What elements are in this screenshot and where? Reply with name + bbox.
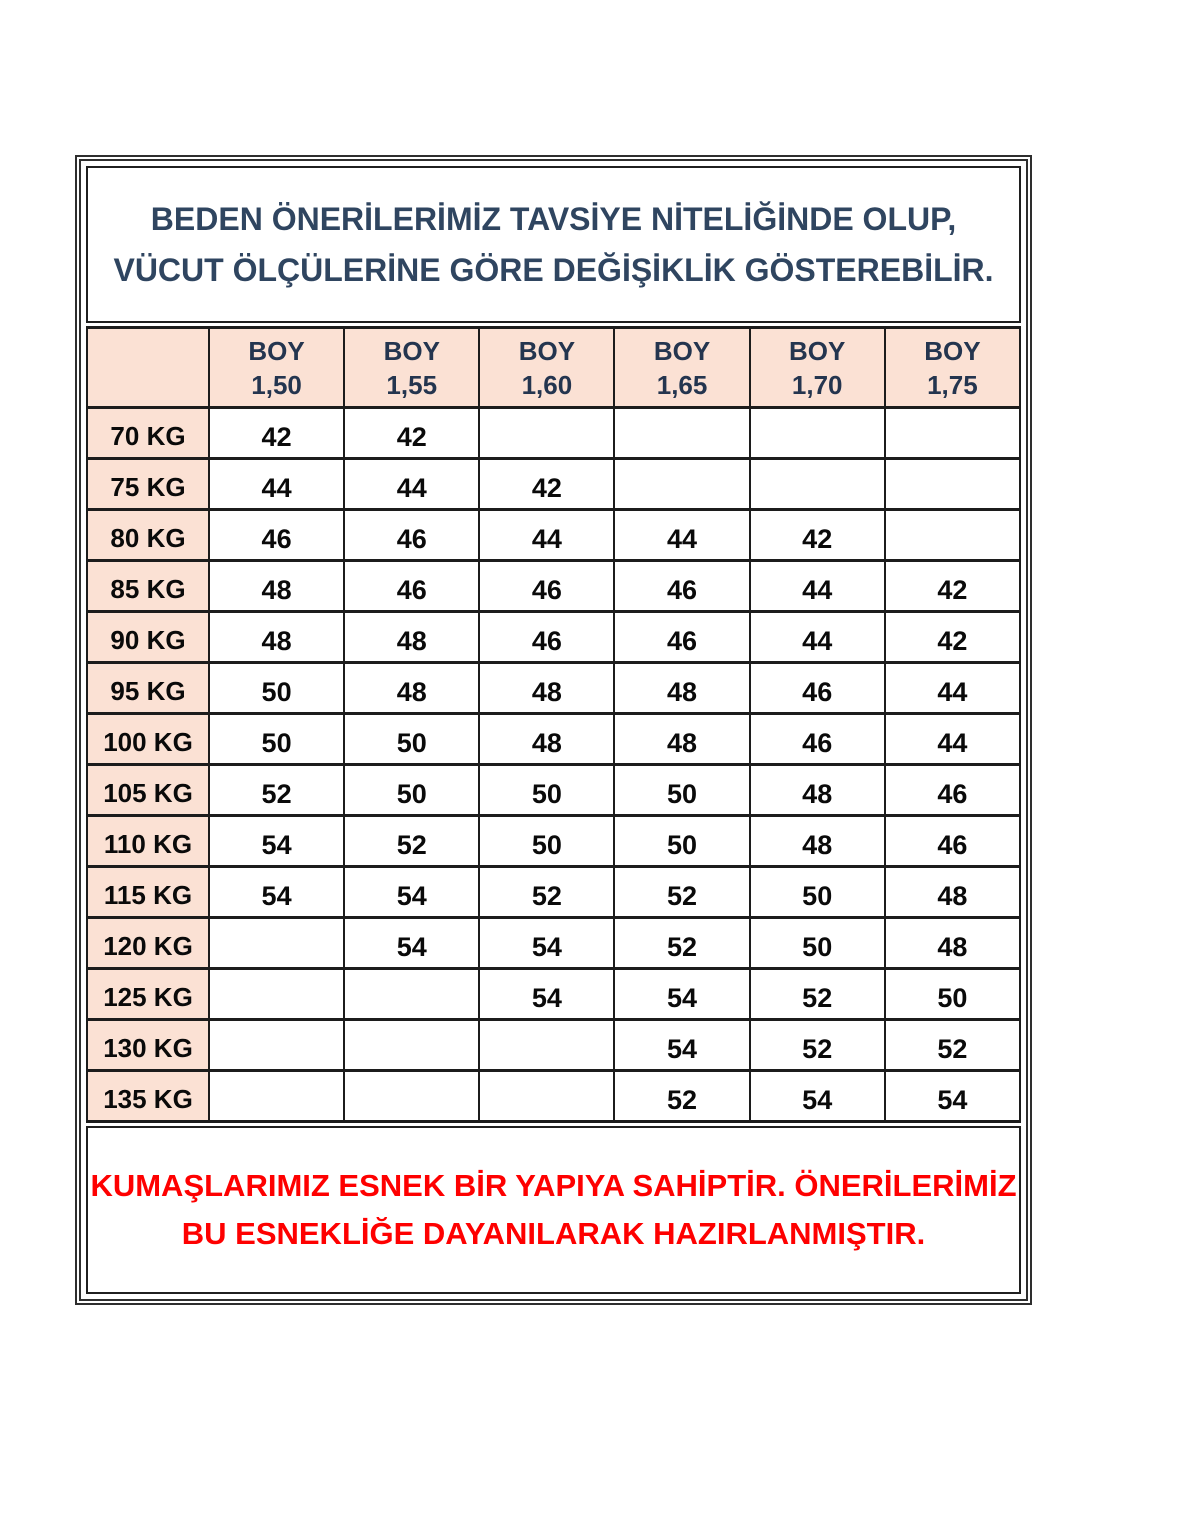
size-cell (479, 1020, 614, 1071)
weight-cell: 110 KG (87, 816, 209, 867)
size-cell (209, 969, 344, 1020)
size-cell: 54 (344, 918, 479, 969)
size-cell: 48 (885, 918, 1020, 969)
size-cell: 50 (885, 969, 1020, 1020)
weight-cell: 120 KG (87, 918, 209, 969)
table-row (87, 510, 1020, 561)
table-row (87, 714, 1020, 765)
weight-cell: 75 KG (87, 459, 209, 510)
column-header-value: 1,70 (791, 369, 843, 400)
size-cell: 48 (479, 714, 614, 765)
size-chart-frame (75, 155, 1032, 1305)
size-cell: 48 (479, 663, 614, 714)
table-row (87, 1071, 1020, 1122)
column-header-value: 1,65 (656, 369, 708, 400)
size-cell (885, 459, 1020, 510)
size-cell: 46 (479, 561, 614, 612)
size-cell: 42 (344, 408, 479, 459)
size-cell: 50 (750, 867, 885, 918)
size-cell: 46 (750, 714, 885, 765)
size-cell: 50 (479, 765, 614, 816)
size-cell: 52 (209, 765, 344, 816)
size-cell: 44 (750, 612, 885, 663)
size-cell: 44 (885, 714, 1020, 765)
size-cell: 44 (344, 459, 479, 510)
size-cell: 46 (885, 816, 1020, 867)
column-header-label: BOY (383, 335, 440, 366)
size-cell: 50 (614, 816, 749, 867)
weight-cell: 95 KG (87, 663, 209, 714)
table-row (87, 918, 1020, 969)
column-header-boy-175 (885, 328, 1020, 408)
size-cell: 44 (885, 663, 1020, 714)
column-header-value: 1,60 (521, 369, 573, 400)
size-cell: 50 (209, 663, 344, 714)
column-header-boy-165 (614, 328, 749, 408)
size-cell: 54 (479, 918, 614, 969)
column-header-value: 1,75 (927, 369, 978, 400)
size-cell (750, 408, 885, 459)
size-cell: 44 (750, 561, 885, 612)
table-row (87, 765, 1020, 816)
size-cell: 48 (614, 714, 749, 765)
table-row (87, 408, 1020, 459)
size-cell: 44 (614, 510, 749, 561)
size-cell (614, 408, 749, 459)
column-header-label: BOY (248, 335, 305, 366)
size-cell: 54 (479, 969, 614, 1020)
column-header-label: BOY (653, 335, 711, 366)
size-cell: 48 (750, 816, 885, 867)
weight-cell: 130 KG (87, 1020, 209, 1071)
size-cell: 52 (885, 1020, 1020, 1071)
column-header-value: 1,55 (386, 369, 438, 400)
size-cell: 42 (885, 612, 1020, 663)
column-header-label: BOY (924, 335, 981, 366)
size-cell: 54 (750, 1071, 885, 1122)
size-cell: 54 (209, 816, 344, 867)
size-cell (750, 459, 885, 510)
size-cell: 48 (344, 612, 479, 663)
size-cell: 48 (885, 867, 1020, 918)
size-cell: 52 (750, 969, 885, 1020)
corner-cell (87, 328, 209, 408)
size-cell: 52 (614, 867, 749, 918)
size-cell (614, 459, 749, 510)
size-cell (209, 918, 344, 969)
size-cell (209, 1020, 344, 1071)
title-box (86, 166, 1021, 323)
column-header-boy-155 (344, 328, 479, 408)
size-cell: 50 (479, 816, 614, 867)
size-cell: 46 (750, 663, 885, 714)
weight-cell: 100 KG (87, 714, 209, 765)
size-cell (479, 408, 614, 459)
size-cell (479, 1071, 614, 1122)
footer-note-box (86, 1126, 1021, 1294)
table-row (87, 459, 1020, 510)
size-cell: 48 (614, 663, 749, 714)
title-line-2: VÜCUT ÖLÇÜLERİNE GÖRE DEĞİŞİKLİK GÖSTEREBİLİR. (113, 251, 994, 288)
size-cell: 48 (750, 765, 885, 816)
header-row (87, 328, 1020, 408)
size-cell: 46 (344, 510, 479, 561)
weight-cell: 125 KG (87, 969, 209, 1020)
column-header-label: BOY (789, 335, 846, 366)
size-cell (885, 510, 1020, 561)
table-row (87, 612, 1020, 663)
title-line-1: BEDEN ÖNERİLERİMİZ TAVSİYE NİTELİĞİNDE OLUP, (150, 200, 957, 237)
size-cell: 54 (614, 1020, 749, 1071)
size-cell: 46 (209, 510, 344, 561)
weight-cell: 115 KG (87, 867, 209, 918)
size-cell: 48 (209, 612, 344, 663)
column-header-boy-150 (209, 328, 344, 408)
size-cell: 42 (885, 561, 1020, 612)
size-cell: 44 (479, 510, 614, 561)
size-cell: 48 (209, 561, 344, 612)
table-row (87, 969, 1020, 1020)
weight-cell: 80 KG (87, 510, 209, 561)
table-row (87, 867, 1020, 918)
size-cell: 50 (209, 714, 344, 765)
column-header-label: BOY (518, 335, 576, 366)
column-header-boy-160 (479, 328, 614, 408)
size-table (86, 326, 1021, 1123)
weight-cell: 135 KG (87, 1071, 209, 1122)
size-cell: 48 (344, 663, 479, 714)
size-cell (885, 408, 1020, 459)
table-row (87, 561, 1020, 612)
column-header-value: 1,50 (251, 369, 302, 400)
size-cell: 50 (344, 714, 479, 765)
size-cell: 44 (209, 459, 344, 510)
weight-cell: 70 KG (87, 408, 209, 459)
size-cell: 52 (344, 816, 479, 867)
size-cell: 42 (479, 459, 614, 510)
size-cell: 50 (614, 765, 749, 816)
weight-cell: 105 KG (87, 765, 209, 816)
table-row (87, 663, 1020, 714)
weight-cell: 90 KG (87, 612, 209, 663)
size-cell (344, 1071, 479, 1122)
table-row (87, 1020, 1020, 1071)
footer-note-line-1: KUMAŞLARIMIZ ESNEK BİR YAPIYA SAHİPTİR. ÖNERİLERİMİZ (90, 1168, 1017, 1203)
size-cell: 46 (479, 612, 614, 663)
size-cell: 50 (750, 918, 885, 969)
size-cell: 42 (209, 408, 344, 459)
size-cell: 52 (614, 1071, 749, 1122)
size-cell: 54 (344, 867, 479, 918)
size-cell: 46 (344, 561, 479, 612)
size-cell: 54 (885, 1071, 1020, 1122)
table-row (87, 816, 1020, 867)
size-cell (209, 1071, 344, 1122)
size-cell: 54 (614, 969, 749, 1020)
size-cell: 42 (750, 510, 885, 561)
footer-note-line-2: BU ESNEKLİĞE DAYANILARAK HAZIRLANMIŞTIR. (181, 1216, 926, 1251)
size-cell: 52 (750, 1020, 885, 1071)
size-cell: 46 (885, 765, 1020, 816)
size-cell (344, 969, 479, 1020)
size-cell (344, 1020, 479, 1071)
size-cell: 52 (479, 867, 614, 918)
size-cell: 52 (614, 918, 749, 969)
column-header-boy-170 (750, 328, 885, 408)
weight-cell: 85 KG (87, 561, 209, 612)
size-cell: 50 (344, 765, 479, 816)
size-cell: 46 (614, 561, 749, 612)
size-cell: 54 (209, 867, 344, 918)
size-cell: 46 (614, 612, 749, 663)
